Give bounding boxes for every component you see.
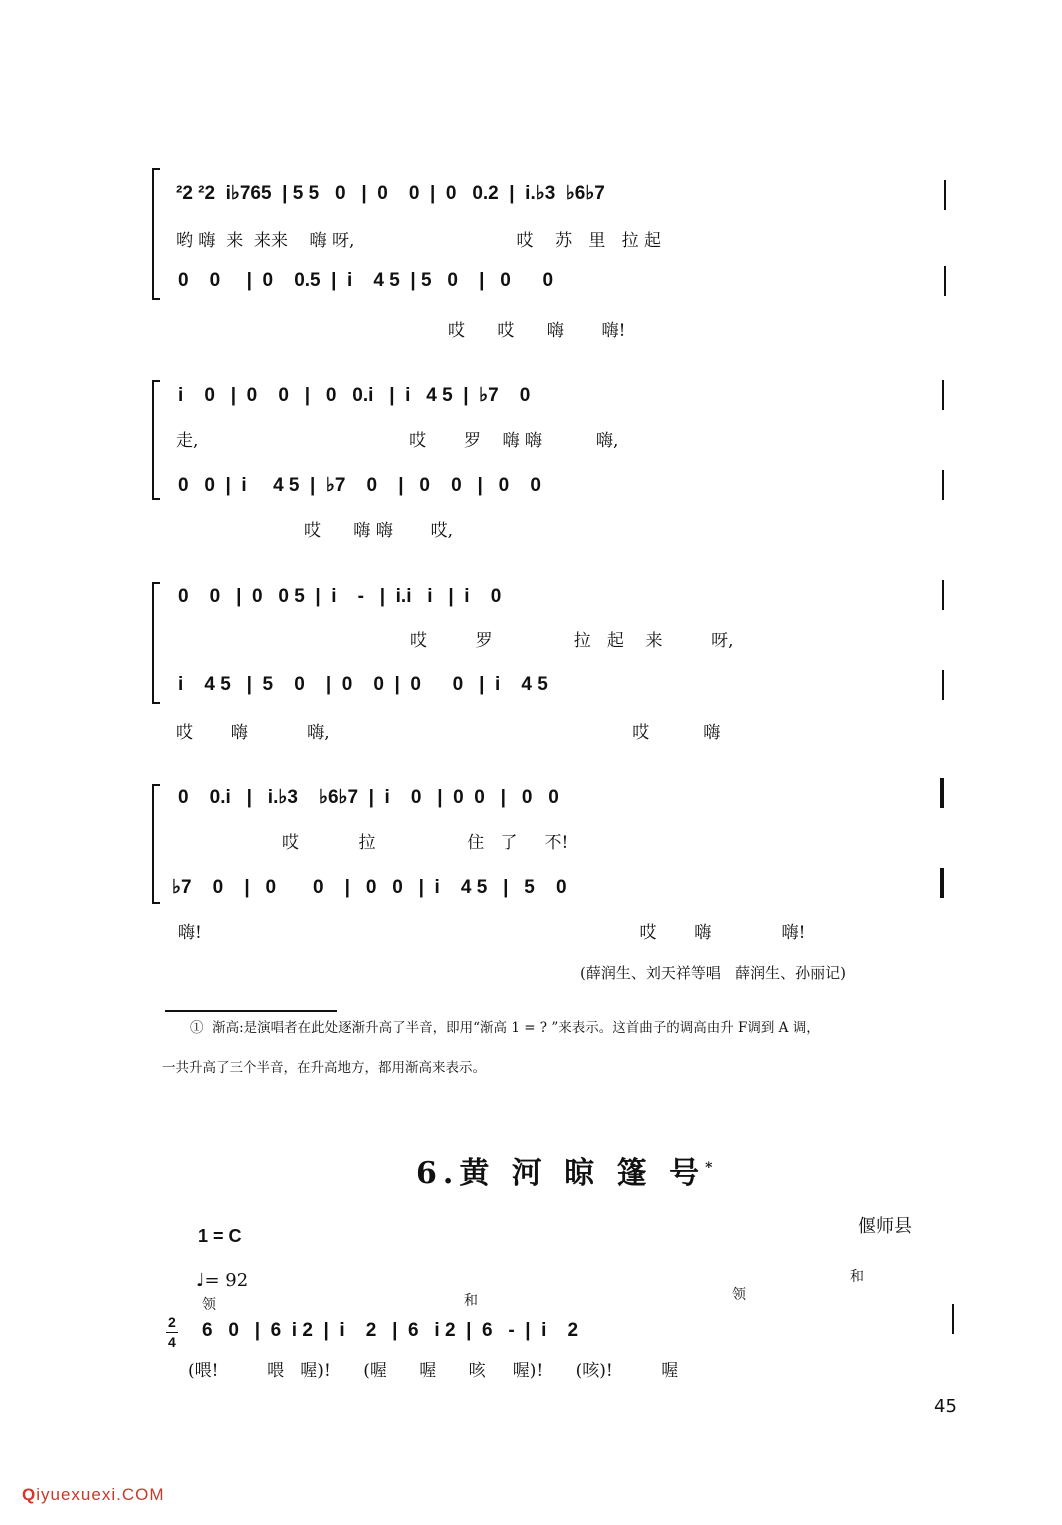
system-end-line-3b xyxy=(942,670,944,700)
system-brace-2 xyxy=(152,380,160,500)
song-first-line-notes: 6 0 | 6 i 2 | i 2 | 6 i 2 | 6 - | i 2 xyxy=(202,1320,579,1341)
page-number: 45 xyxy=(934,1396,957,1417)
song-line-end-bar xyxy=(952,1304,954,1334)
system-end-line-2 xyxy=(942,380,944,410)
song-region: 偃师县 xyxy=(858,1216,912,1237)
song-first-line-lyrics: (喂! 喂 喔)! (喔 喔 咳 喔)! (咳)! 喔 xyxy=(188,1361,679,1381)
watermark-text: iyuexuexi.COM xyxy=(36,1485,165,1504)
system-final-bar-4b xyxy=(940,868,944,898)
footnote-rule xyxy=(165,1010,337,1012)
system-brace-1 xyxy=(152,168,160,300)
system-3-lower-notes: i 4 5 | 5 0 | 0 0 | 0 0 | i 4 5 xyxy=(178,674,548,695)
system-3-lower-lyrics: 哎 嗨 嗨, 哎 嗨 xyxy=(176,723,721,743)
song-key: 1 = C xyxy=(198,1226,242,1246)
system-brace-3 xyxy=(152,582,160,704)
system-end-line-2b xyxy=(942,470,944,500)
system-1-upper-lyrics: 哟 嗨 来 来来 嗨 呀, 哎 苏 里 拉 起 xyxy=(176,231,661,251)
transcription-credit: (薛润生、刘天祥等唱 薛润生、孙丽记) xyxy=(580,964,847,982)
system-1-lower-notes: 0 0 | 0 0.5 | i 4 5 | 5 0 | 0 0 xyxy=(178,270,554,291)
role-chorus-label: 和 xyxy=(464,1293,478,1309)
song-tempo: ♩= 92 xyxy=(196,1270,249,1291)
watermark-q: Q xyxy=(22,1485,37,1504)
system-4-lower-lyrics: 嗨! 哎 嗨 嗨! xyxy=(178,923,806,943)
system-3-upper-notes: 0 0 | 0 0 5 | i - | i.i i | i 0 xyxy=(178,586,502,607)
song-title-text: 6.黄 河 晾 篷 号 xyxy=(416,1156,706,1191)
system-2-lower-lyrics: 哎 嗨 嗨 哎, xyxy=(304,521,454,541)
system-brace-4 xyxy=(152,784,160,904)
time-signature-line xyxy=(166,1332,178,1333)
role-lead-label: 领 xyxy=(202,1297,216,1313)
system-1-lower-lyrics: 哎 哎 嗨 嗨! xyxy=(448,321,626,341)
site-watermark xyxy=(22,1485,165,1505)
system-end-line-1 xyxy=(944,180,946,210)
role-chorus-label-2: 和 xyxy=(850,1269,864,1285)
system-end-line-1b xyxy=(944,266,946,296)
system-4-upper-lyrics: 哎 拉 住 了 不! xyxy=(282,833,569,853)
system-1-upper-notes: ²2 ²2 i♭765 | 5 5 0 | 0 0 | 0 0.2 | i.♭3 ♭6♭7 xyxy=(176,183,605,204)
role-lead-label-2: 领 xyxy=(732,1287,746,1303)
system-final-bar-4 xyxy=(940,778,944,808)
system-4-upper-notes: 0 0.i | i.♭3 ♭6♭7 | i 0 | 0 0 | 0 0 xyxy=(178,787,559,808)
footnote-line-2: 一共升高了三个半音，在升高地方，都用渐高来表示。 xyxy=(162,1060,486,1076)
time-signature-top: 2 xyxy=(168,1314,176,1330)
footnote-line-1: ① 渐高:是演唱者在此处逐渐升高了半音，即用“渐高 1 = ? ”来表示。这首曲子的调高由升 F调到 A 调， xyxy=(190,1020,820,1036)
system-end-line-3 xyxy=(942,580,944,610)
system-2-upper-notes: i 0 | 0 0 | 0 0.i | i 4 5 | ♭7 0 xyxy=(178,385,531,406)
song-title xyxy=(416,1148,718,1192)
song-title-mark: * xyxy=(705,1160,719,1176)
system-4-lower-notes: ♭7 0 | 0 0 | 0 0 | i 4 5 | 5 0 xyxy=(172,877,567,898)
system-2-lower-notes: 0 0 | i 4 5 | ♭7 0 | 0 0 | 0 0 xyxy=(178,475,541,496)
system-2-upper-lyrics: 走, 哎 罗 嗨 嗨 嗨, xyxy=(176,431,619,451)
system-3-upper-lyrics: 哎 罗 拉 起 来 呀, xyxy=(410,631,734,651)
time-signature-bottom: 4 xyxy=(168,1334,176,1350)
